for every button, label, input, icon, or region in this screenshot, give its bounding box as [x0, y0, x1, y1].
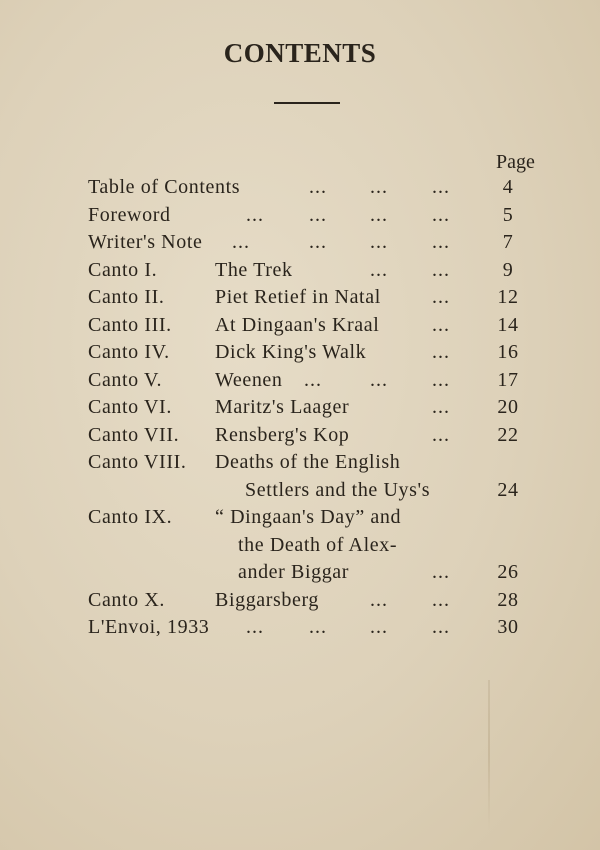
- canto-label: Canto VII.: [88, 423, 180, 446]
- leader-dots: ...: [432, 341, 450, 363]
- entry-title: Rensberg's Kop: [215, 423, 350, 446]
- toc-entry: [0, 422, 600, 450]
- leader-dots: ...: [370, 176, 388, 198]
- entry-title: At Dingaan's Kraal: [215, 313, 380, 336]
- leader-dots: ...: [246, 616, 264, 638]
- entry-title: Dick King's Walk: [215, 341, 367, 363]
- leader-dots: ...: [304, 368, 322, 391]
- leader-dots: ...: [432, 203, 450, 226]
- entry-page: 4: [502, 176, 514, 198]
- entry-page: 7: [502, 231, 514, 253]
- entry-title: Foreword: [88, 203, 171, 226]
- toc-entry: [0, 394, 600, 422]
- leader-dots: ...: [432, 423, 450, 446]
- canto-label: Canto IV.: [88, 341, 170, 363]
- entry-title-line: Settlers and the Uys's: [245, 478, 431, 501]
- leader-dots: ...: [432, 561, 450, 583]
- entry-title: The Trek: [215, 258, 293, 281]
- page-column-header: Page: [496, 151, 535, 173]
- toc-entry-continuation: [0, 477, 600, 505]
- entry-page: 12: [497, 286, 519, 308]
- leader-dots: ...: [432, 258, 450, 281]
- toc-entry: [0, 504, 600, 532]
- entry-page: 16: [497, 341, 519, 363]
- entry-page: 17: [497, 368, 519, 391]
- entry-title-line: the Death of Alex-: [238, 533, 398, 556]
- leader-dots: ...: [232, 231, 250, 253]
- leader-dots: ...: [370, 588, 388, 611]
- canto-label: Canto III.: [88, 313, 172, 336]
- leader-dots: ...: [432, 368, 450, 391]
- entry-title: Maritz's Laager: [215, 396, 350, 418]
- toc-entry: [0, 312, 600, 340]
- toc-entry-continuation: [0, 559, 600, 587]
- page-title: CONTENTS: [223, 38, 377, 68]
- entry-title-line: Deaths of the English: [215, 451, 401, 473]
- entry-title: Biggarsberg: [215, 588, 319, 611]
- canto-label: Canto II.: [88, 286, 165, 308]
- title-rule: [274, 102, 340, 104]
- toc-entry-continuation: [0, 532, 600, 560]
- leader-dots: ...: [432, 588, 450, 611]
- entry-page: 30: [497, 616, 519, 638]
- entry-page: 28: [497, 588, 519, 611]
- leader-dots: ...: [432, 176, 450, 198]
- leader-dots: ...: [370, 203, 388, 226]
- leader-dots: ...: [370, 258, 388, 281]
- toc-entry: [0, 284, 600, 312]
- canto-label: Canto I.: [88, 258, 158, 281]
- canto-label: Canto X.: [88, 588, 166, 611]
- leader-dots: ...: [432, 313, 450, 336]
- toc-entry: [0, 339, 600, 367]
- entry-title: L'Envoi, 1933: [88, 616, 210, 638]
- leader-dots: ...: [309, 616, 327, 638]
- leader-dots: ...: [309, 176, 327, 198]
- leader-dots: ...: [432, 231, 450, 253]
- canto-label: Canto VIII.: [88, 451, 187, 473]
- entry-title: Writer's Note: [88, 231, 203, 253]
- toc-entry: [0, 614, 600, 642]
- leader-dots: ...: [370, 231, 388, 253]
- entry-title-line: “ Dingaan's Day” and: [215, 506, 402, 528]
- paper-crease: [488, 680, 490, 830]
- entry-page: 22: [497, 423, 519, 446]
- toc-entry: [0, 587, 600, 615]
- toc-entry: [0, 229, 600, 257]
- toc-entry: [0, 202, 600, 230]
- leader-dots: ...: [246, 203, 264, 226]
- leader-dots: ...: [370, 616, 388, 638]
- leader-dots: ...: [309, 203, 327, 226]
- leader-dots: ...: [309, 231, 327, 253]
- entry-title: Weenen: [215, 368, 283, 391]
- leader-dots: ...: [432, 616, 450, 638]
- toc-list: [0, 174, 600, 642]
- entry-page: 20: [497, 396, 519, 418]
- toc-entry: [0, 257, 600, 285]
- canto-label: Canto IX.: [88, 506, 173, 528]
- leader-dots: ...: [432, 286, 450, 308]
- entry-page: 14: [497, 313, 519, 336]
- toc-entry: [0, 367, 600, 395]
- canto-label: Canto VI.: [88, 396, 172, 418]
- entry-title: Table of Contents: [88, 176, 241, 198]
- entry-page: 26: [497, 561, 519, 583]
- toc-entry: [0, 449, 600, 477]
- leader-dots: ...: [432, 396, 450, 418]
- entry-page: 5: [502, 203, 514, 226]
- entry-title-line: ander Biggar: [238, 561, 350, 583]
- entry-title: Piet Retief in Natal: [215, 286, 381, 308]
- entry-page: 24: [497, 478, 519, 501]
- canto-label: Canto V.: [88, 368, 163, 391]
- toc-entry: [0, 174, 600, 202]
- leader-dots: ...: [370, 368, 388, 391]
- entry-page: 9: [502, 258, 514, 281]
